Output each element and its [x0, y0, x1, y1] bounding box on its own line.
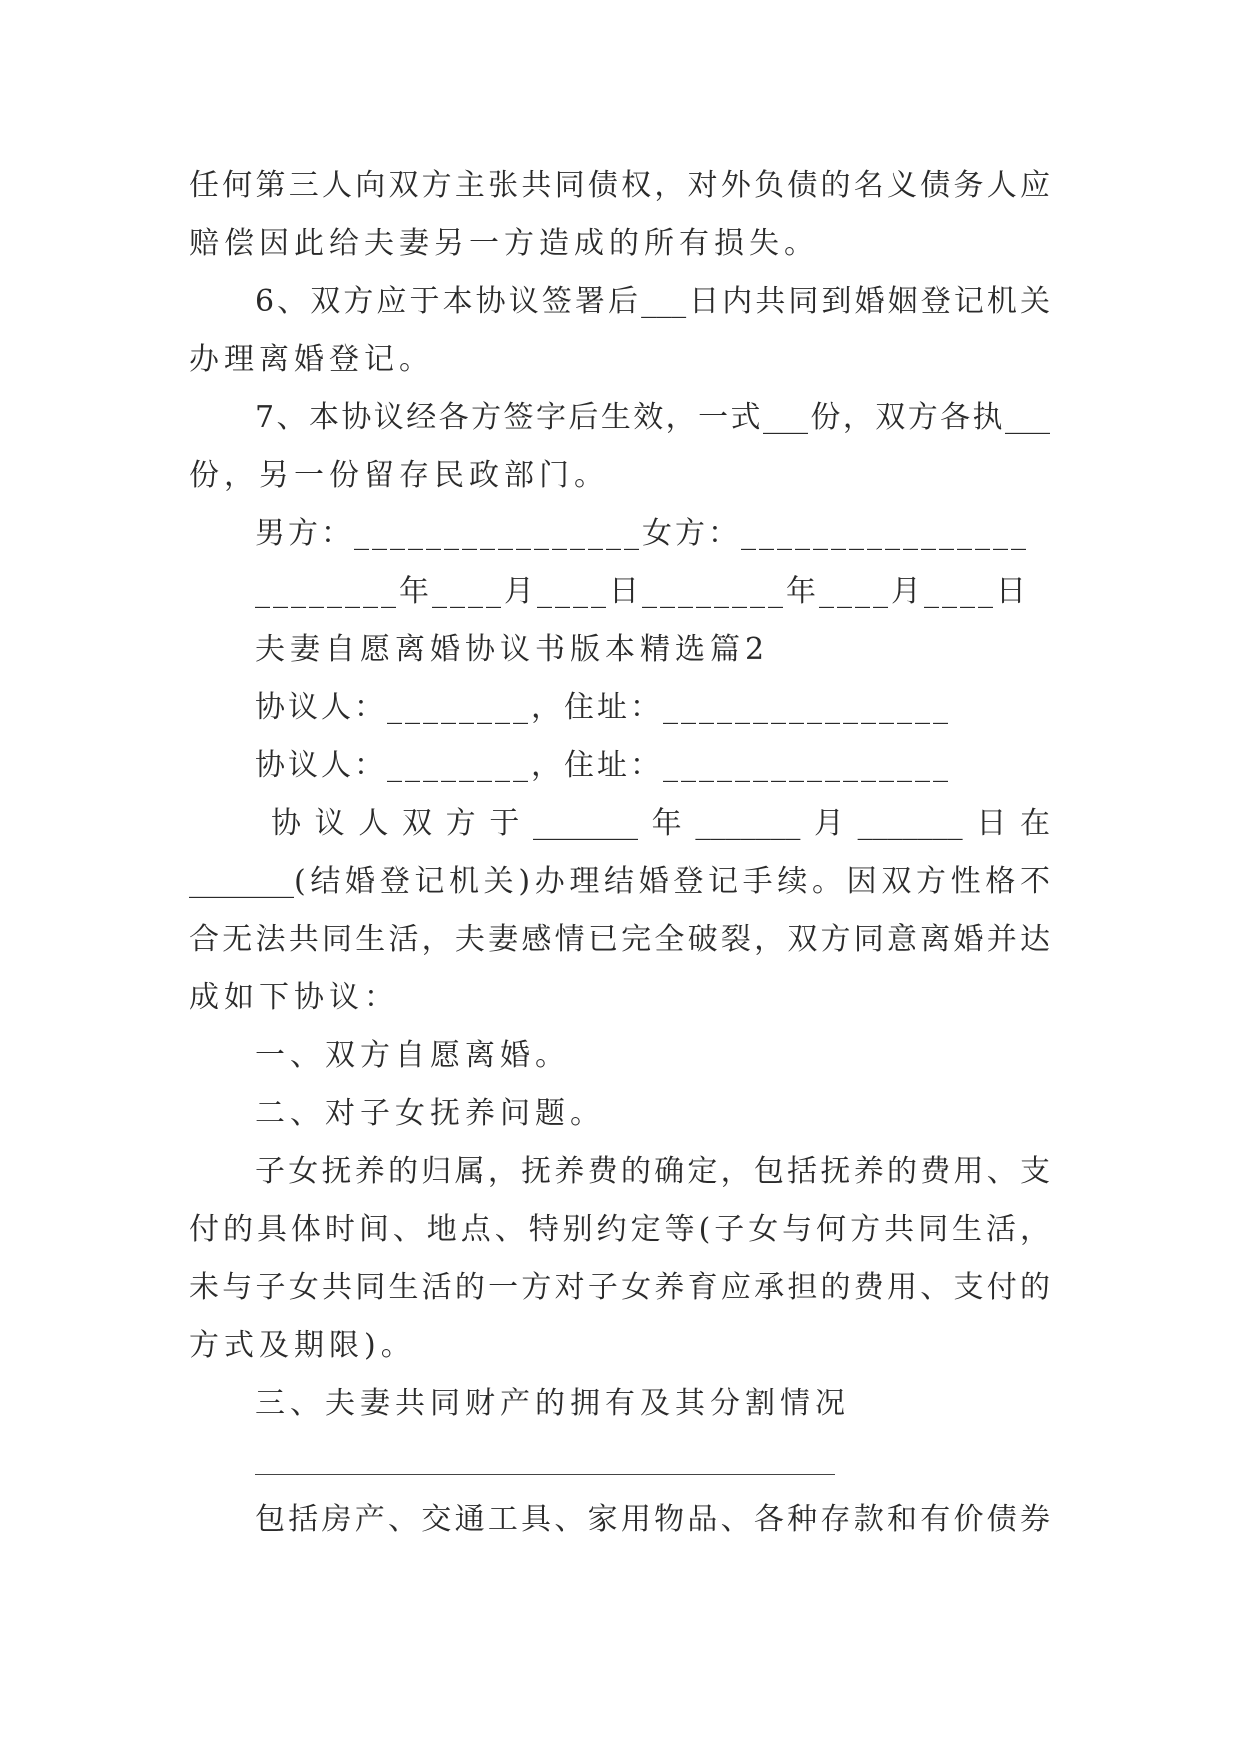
- item-heading: 一、双方自愿离婚。: [255, 1038, 570, 1073]
- paragraph-line: 付的具体时间、地点、特别约定等(子女与何方共同生活，: [189, 1212, 1050, 1247]
- paragraph-line: 子女抚养的归属，抚养费的确定，包括抚养的费用、支: [255, 1154, 1050, 1189]
- item-heading: 三、夫妻共同财产的拥有及其分割情况: [255, 1386, 850, 1421]
- paragraph-line: 未与子女共同生活的一方对子女养育应承担的费用、支付的: [189, 1270, 1050, 1305]
- blank-fill-line: [255, 1474, 835, 1475]
- paragraph-line: 任何第三人向双方主张共同债权，对外负债的名义债务人应: [189, 168, 1050, 203]
- paragraph-line: 赔偿因此给夫妻另一方造成的所有损失。: [189, 226, 819, 261]
- date-line: ________年____月____日________年____月____日: [255, 574, 1029, 609]
- signature-line: 男方：________________女方：________________: [255, 516, 1029, 551]
- paragraph-line: 成如下协议：: [189, 980, 399, 1015]
- paragraph-line: 协议人双方于_______年_______月_______日在: [271, 806, 1050, 841]
- paragraph-line: _______(结婚登记机关)办理结婚登记手续。因双方性格不: [189, 864, 1050, 899]
- paragraph-line: 包括房产、交通工具、家用物品、各种存款和有价债券: [255, 1502, 1050, 1537]
- clause-7-line: 份，另一份留存民政部门。: [189, 458, 609, 493]
- party-line: 协议人：________，住址：________________: [255, 690, 951, 725]
- party-line: 协议人：________，住址：________________: [255, 748, 951, 783]
- paragraph-line: 合无法共同生活，夫妻感情已完全破裂，双方同意离婚并达: [189, 922, 1050, 957]
- paragraph-line: 方式及期限)。: [189, 1328, 416, 1363]
- item-heading: 二、对子女抚养问题。: [255, 1096, 605, 1131]
- clause-7-line: 7、本协议经各方签字后生效，一式___份，双方各执___: [255, 400, 1050, 435]
- clause-6-line: 6、双方应于本协议签署后___日内共同到婚姻登记机关: [255, 284, 1050, 319]
- section-title: 夫妻自愿离婚协议书版本精选篇2: [255, 632, 770, 667]
- clause-6-line: 办理离婚登记。: [189, 342, 434, 377]
